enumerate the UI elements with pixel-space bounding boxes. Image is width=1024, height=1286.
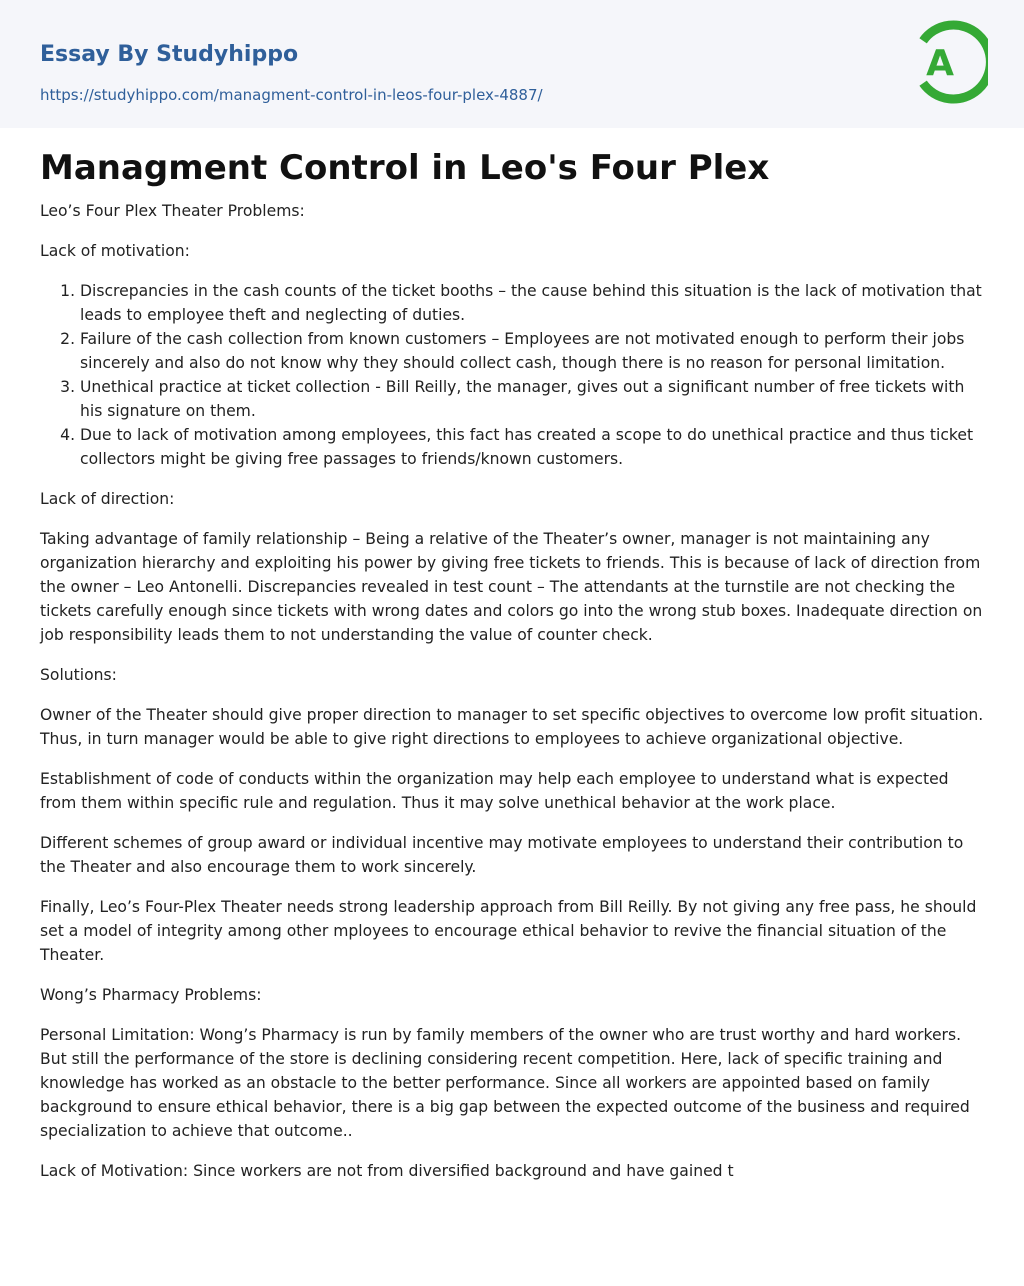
essay-url-link[interactable]: https://studyhippo.com/managment-control-in-leos-four-plex-4887/	[40, 86, 543, 104]
solutions-heading: Solutions:	[40, 666, 117, 684]
list-item: 2. Failure of the cash collection from known customers – Employees are not motivated enough to perform their jobs sincerely and also do not know why they should collect cash, though there is no reason for personal limitation.	[80, 327, 984, 375]
lack-of-motivation-paragraph: Lack of Motivation: Since workers are not from diversified background and have gained t	[40, 1162, 734, 1180]
personal-limitation-paragraph: Personal Limitation: Wong’s Pharmacy is run by family members of the owner who are trust worthy and hard workers. But still the performance of the store is declining considering recent competition. Here, lack of specific training and knowledge has worked as an obstacle to the better performance. Since all workers are appointed based on family background to ensure ethical behavior, there is a big gap between the expected outcome of the business and required specialization to achieve that outcome..	[40, 1026, 970, 1140]
list-item: 1. Discrepancies in the cash counts of the ticket booths – the cause behind this situation is the lack of motivation that leads to employee theft and neglecting of duties.	[80, 279, 984, 327]
list-item: 4. Due to lack of motivation among employees, this fact has created a scope to do unethical practice and thus ticket collectors might be giving free passages to friends/known customers.	[80, 423, 984, 471]
solution-paragraph: Finally, Leo’s Four-Plex Theater needs strong leadership approach from Bill Reilly. By not giving any free pass, he should set a model of integrity among other mployees to encourage ethical behavior to revive the financial situation of the Theater.	[40, 898, 977, 964]
logo-letter: A	[926, 43, 954, 84]
site-title[interactable]: Essay By Studyhippo	[40, 42, 299, 67]
direction-heading: Lack of direction:	[40, 490, 175, 508]
essay-body	[40, 199, 984, 1199]
site-header	[0, 0, 1024, 128]
intro-paragraph: Leo’s Four Plex Theater Problems:	[40, 202, 305, 220]
solution-paragraph: Different schemes of group award or individual incentive may motivate employees to understand their contribution to the Theater and also encourage them to work sincerely.	[40, 834, 964, 876]
solution-paragraph: Owner of the Theater should give proper direction to manager to set specific objectives to overcome low profit situation. Thus, in turn manager would be able to give right directions to employees to achieve organizational objective.	[40, 706, 984, 748]
wong-heading: Wong’s Pharmacy Problems:	[40, 986, 262, 1004]
studyhippo-logo-icon[interactable]	[912, 18, 988, 106]
essay-title: Managment Control in Leo's Four Plex	[40, 148, 770, 188]
solution-paragraph: Establishment of code of conducts within the organization may help each employee to understand what is expected from them within specific rule and regulation. Thus it may solve unethical behavior at the work place.	[40, 770, 949, 812]
direction-paragraph: Taking advantage of family relationship – Being a relative of the Theater’s owner, manager is not maintaining any organization hierarchy and exploiting his power by giving free tickets to friends. This is because of lack of direction from the owner – Leo Antonelli. Discrepancies revealed in test count – The attendants at the turnstile are not checking the tickets carefully enough since tickets with wrong dates and colors go into the wrong stub boxes. Inadequate direction on job responsibility leads them to not understanding the value of counter check.	[40, 530, 983, 644]
list-item: 3. Unethical practice at ticket collection - Bill Reilly, the manager, gives out a significant number of free tickets with his signature on them.	[80, 375, 984, 423]
motivation-heading: Lack of motivation:	[40, 242, 190, 260]
motivation-list	[40, 279, 984, 471]
